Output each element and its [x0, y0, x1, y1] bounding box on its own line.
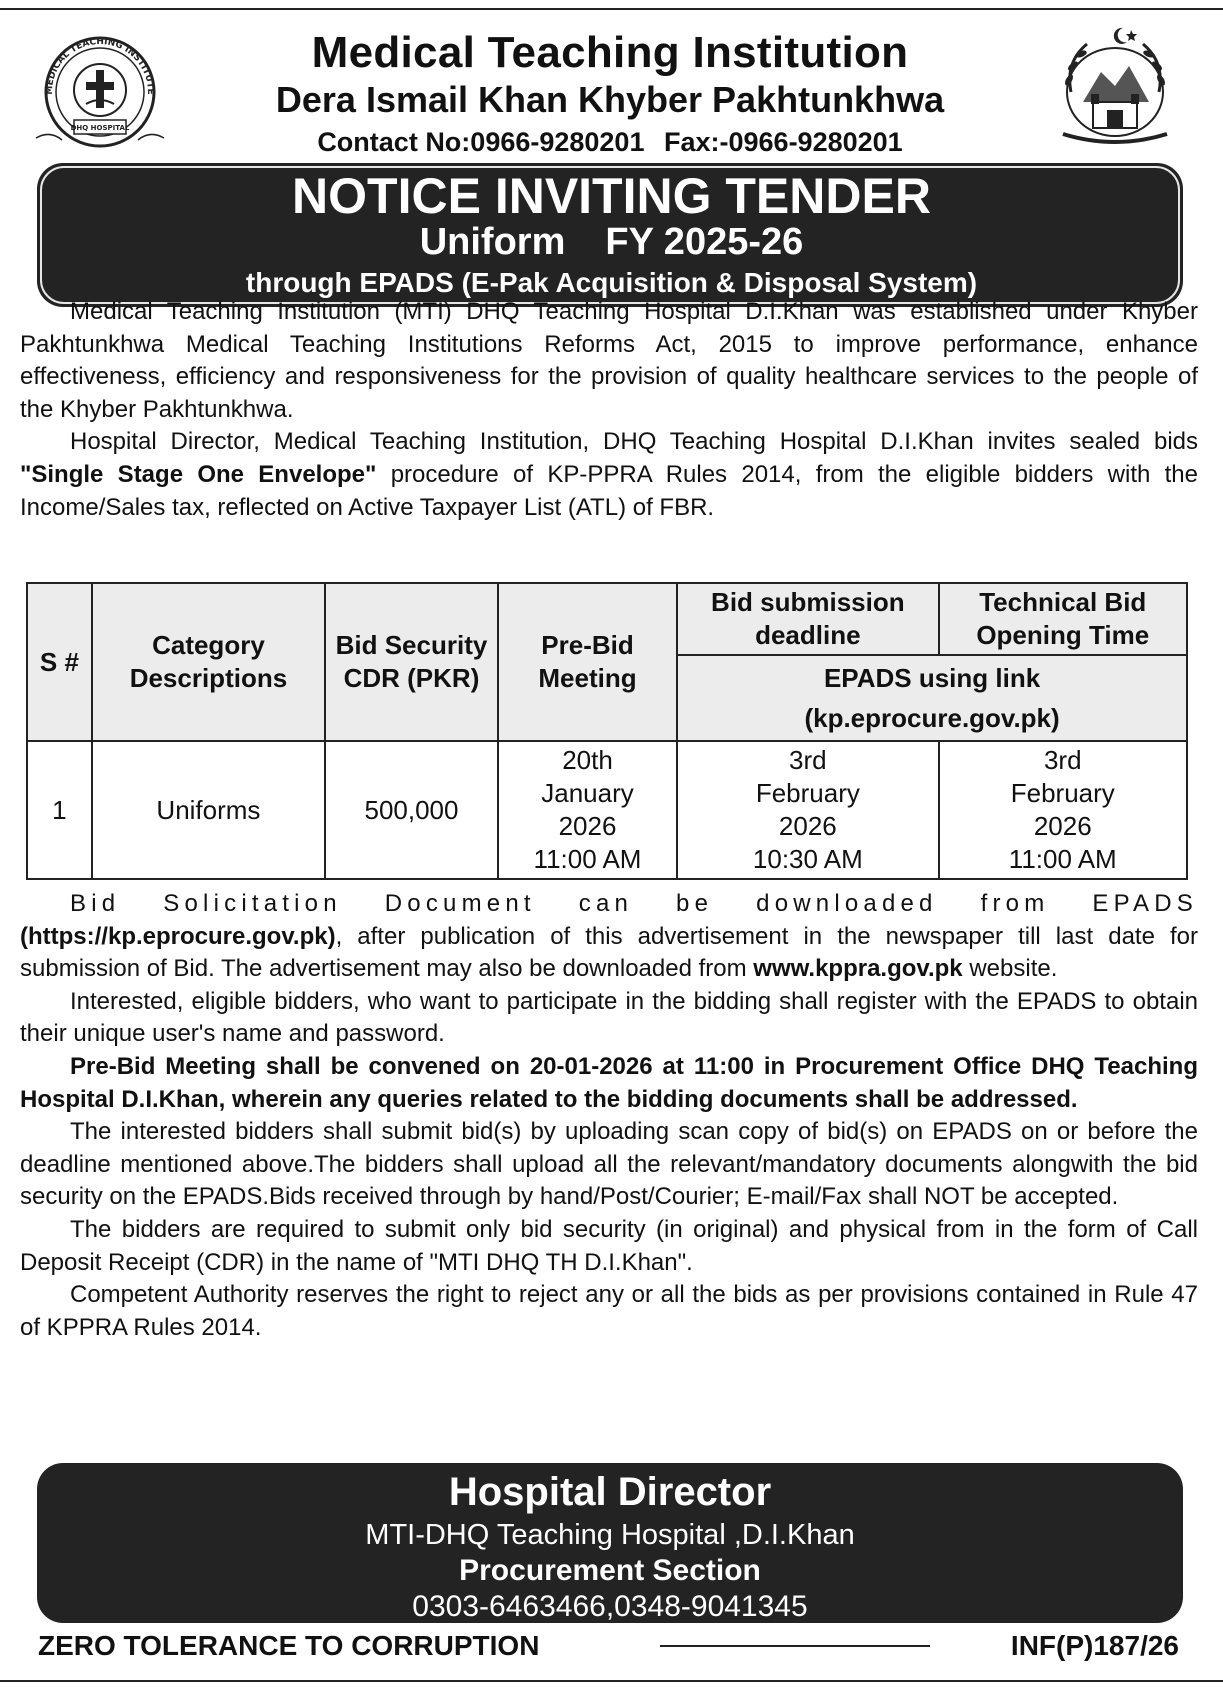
pre-bid-day: 20th	[562, 745, 613, 775]
epads-link-url: (kp.eprocure.gov.pk)	[804, 703, 1060, 733]
logo-left-text-top: MEDICAL TEACHING INSTITUTE	[44, 36, 156, 95]
header-submission: Bid submission deadline	[677, 583, 938, 655]
bid-security-paragraph: The bidders are required to submit only bid security (in original) and physical from in the form of Call Deposit Receipt (CDR) in the name of "MTI DHQ TH D.I.Khan".	[20, 1215, 1198, 1276]
submission-day: 3rd	[789, 745, 827, 775]
epads-link[interactable]: (https://kp.eprocure.gov.pk)	[20, 922, 336, 950]
cell-bid-security: 500,000	[325, 741, 498, 879]
institution-title: Medical Teaching Institution	[311, 28, 909, 77]
opening-time: 11:00 AM	[1008, 844, 1117, 874]
intro-p2-text-a: Hospital Director, Medical Teaching Institution, DHQ Teaching Hospital D.I.Khan invites sealed bids	[70, 428, 1198, 456]
pre-bid-year: 2026	[558, 811, 617, 841]
cell-sno: 1	[27, 741, 92, 879]
pre-bid-paragraph: Pre-Bid Meeting shall be convened on 20-01-2026 at 11:00 in Procurement Office DHQ Teaching Hospital D.I.Khan, wherein any queries related to the bidding documents shall be addressed.	[20, 1052, 1198, 1113]
fax-label-text: Fax:-	[663, 127, 729, 157]
bottom-rule	[0, 1680, 1223, 1682]
terms-section	[20, 888, 1198, 1344]
footer-box	[37, 1463, 1183, 1623]
epads-link-label: EPADS using link	[823, 663, 1041, 693]
notice-item: Uniform	[419, 221, 566, 263]
contact-label-text: Contact No:	[317, 127, 471, 157]
cell-category: Uniforms	[92, 741, 325, 879]
submission-year: 2026	[778, 811, 837, 841]
footer-title: Hospital Director	[448, 1470, 772, 1514]
footer-org: MTI-DHQ Teaching Hospital ,D.I.Khan	[365, 1519, 855, 1551]
logo-left-text-bottom: DHQ HOSPITAL	[70, 124, 130, 132]
header-pre-bid: Pre-Bid Meeting	[498, 583, 677, 741]
opening-year: 2026	[1033, 811, 1092, 841]
submission-time: 10:30 AM	[752, 844, 863, 874]
cell-pre-bid	[498, 741, 677, 879]
notice-title: NOTICE INVITING TENDER	[292, 168, 931, 224]
header-category: Category Descriptions	[92, 583, 325, 741]
footer-section: Procurement Section	[459, 1554, 761, 1587]
header-opening: Technical Bid Opening Time	[939, 583, 1187, 655]
pre-bid-time: 11:00 AM	[533, 844, 642, 874]
opening-day: 3rd	[1043, 745, 1082, 775]
authority-paragraph: Competent Authority reserves the right to reject any or all the bids as per provisions contained in Rule 47 of KPPRA Rules 2014.	[20, 1281, 1198, 1341]
header-bid-security: Bid Security CDR (PKR)	[325, 583, 498, 741]
slogan: ZERO TOLERANCE TO CORRUPTION	[38, 1630, 540, 1661]
header-sno: S #	[27, 583, 92, 741]
fax-label	[664, 127, 903, 157]
table-header-row	[27, 583, 1187, 655]
contact-label	[317, 127, 644, 157]
download-text-end: website.	[969, 955, 1058, 983]
notice-system: through EPADS (E-Pak Acquisition & Disposal System)	[245, 267, 978, 298]
intro-p2-procedure: "Single Stage One Envelope"	[20, 460, 377, 488]
cell-submission	[677, 741, 938, 879]
contact-number: 0966-9280201	[470, 127, 645, 157]
notice-item-line	[0, 220, 1223, 264]
cell-opening	[939, 741, 1187, 879]
institution-location: Dera Ismail Khan Khyber Pakhtunkhwa	[275, 79, 945, 120]
divider	[660, 1645, 930, 1647]
pre-bid-month: January	[541, 778, 634, 808]
tender-table	[26, 582, 1188, 880]
kppra-link[interactable]: www.kppra.gov.pk	[753, 955, 963, 983]
download-text: , after publication of this advertisement in the newspaper till last date for submission of Bid. The advertisement may also be downloaded from	[20, 922, 1198, 983]
header-epads-link	[677, 655, 1187, 741]
download-text-spaced: Bid Solicitation Document can be downloaded from EPADS	[70, 890, 1198, 917]
opening-month: February	[1010, 778, 1115, 808]
download-paragraph	[20, 888, 1198, 986]
intro-p2-text-b: procedure of KP-PPRA Rules 2014, from the eligible bidders with the Income/Sales tax, reflected on Active Taxpayer List (ATL) of FBR.	[20, 460, 1198, 521]
notice-fy: FY 2025-26	[605, 221, 804, 263]
table-row	[27, 741, 1187, 879]
footer-phones: 0303-6463466,0348-9041345	[412, 1590, 808, 1623]
reference-number: INF(P)187/26	[1010, 1630, 1179, 1661]
intro-section	[20, 296, 1198, 524]
contact-line	[170, 125, 1050, 159]
intro-paragraph-1: Medical Teaching Institution (MTI) DHQ Teaching Hospital D.I.Khan was established under Khyber Pakhtunkhwa Medical Teaching Institutions Reforms Act, 2015 to improve performance, enhance effectiveness, efficiency and responsiveness for the provision of quality healthcare services to the people of the Khyber Pakhtunkhwa.	[20, 298, 1198, 423]
register-paragraph: Interested, eligible bidders, who want to participate in the bidding shall register with the EPADS to obtain their unique user's name and password.	[20, 987, 1198, 1048]
submission-month: February	[755, 778, 860, 808]
submission-paragraph: The interested bidders shall submit bid(s) by uploading scan copy of bid(s) on EPADS on or before the deadline mentioned above.The bidders shall upload all the relevant/mandatory documents alongwith the bid security on the EPADS.Bids received through by hand/Post/Courier; E-mail/Fax shall NOT be accepted.	[20, 1118, 1198, 1211]
top-rule	[0, 8, 1223, 10]
kp-emblem-icon	[1035, 22, 1195, 152]
mti-logo-icon	[30, 30, 170, 150]
intro-paragraph-2	[20, 426, 1198, 524]
fax-number: 0966-9280201	[728, 127, 903, 157]
